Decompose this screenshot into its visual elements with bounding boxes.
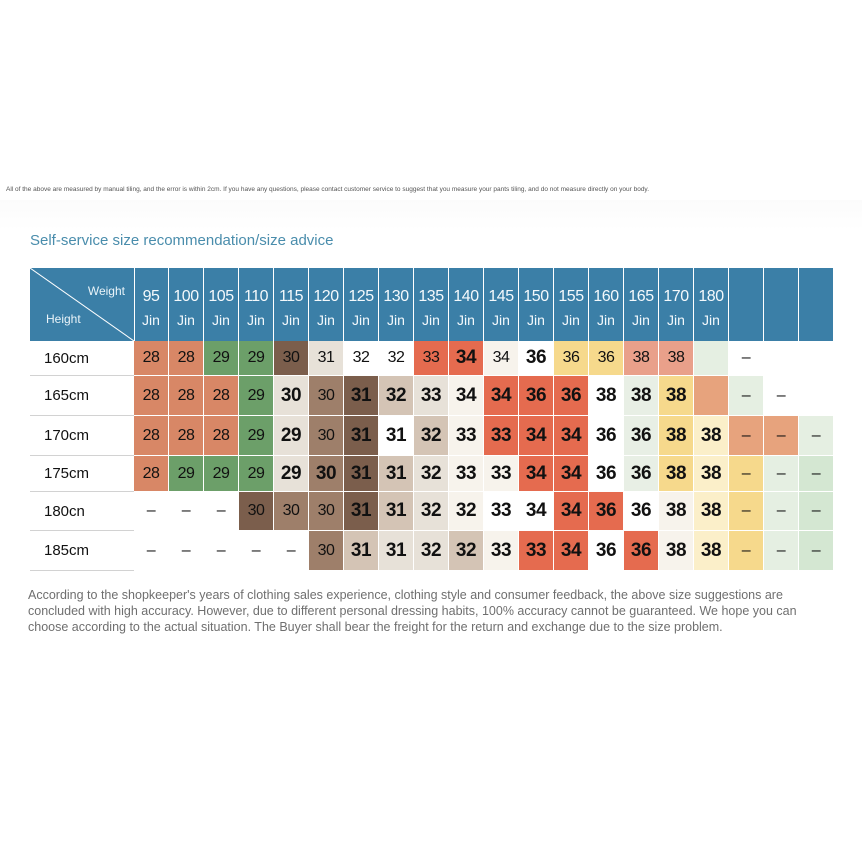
weight-header-7 xyxy=(379,268,414,341)
height-label-5: 185cm xyxy=(30,531,134,571)
size-cell: 32 xyxy=(449,492,484,531)
weight-header-19 xyxy=(799,268,834,341)
size-cell: 36 xyxy=(554,341,589,376)
weight-header-0 xyxy=(134,268,169,341)
size-cell: 34 xyxy=(554,456,589,492)
size-cell: 36 xyxy=(624,416,659,456)
weight-unit: Jin xyxy=(422,312,440,328)
size-cell: 31 xyxy=(309,341,344,376)
corner-cell xyxy=(30,268,135,341)
size-cell: 32 xyxy=(414,456,449,492)
size-cell: 28 xyxy=(169,376,204,416)
size-cell: 30 xyxy=(274,341,309,376)
size-cell: 32 xyxy=(414,416,449,456)
weight-header-4 xyxy=(274,268,309,341)
size-cell: 38 xyxy=(659,341,694,376)
weight-value: 160 xyxy=(593,288,619,305)
size-cell: 36 xyxy=(624,531,659,571)
size-cell: – xyxy=(729,531,764,571)
weight-unit: Jin xyxy=(247,312,265,328)
size-cell: 28 xyxy=(204,376,239,416)
size-cell: 36 xyxy=(624,456,659,492)
size-cell: 28 xyxy=(134,376,169,416)
size-cell: 31 xyxy=(344,456,379,492)
weight-value: 140 xyxy=(453,288,479,305)
weight-unit: Jin xyxy=(562,312,580,328)
size-cell: 34 xyxy=(554,531,589,571)
size-cell: 34 xyxy=(484,376,519,416)
size-cell: 28 xyxy=(204,416,239,456)
size-cell: – xyxy=(799,531,834,571)
weight-unit: Jin xyxy=(387,312,405,328)
weight-unit: Jin xyxy=(457,312,475,328)
size-cell: 32 xyxy=(414,492,449,531)
weight-unit: Jin xyxy=(492,312,510,328)
size-cell: 29 xyxy=(239,456,274,492)
size-cell: 31 xyxy=(379,456,414,492)
weight-header-11 xyxy=(519,268,554,341)
size-cell: 36 xyxy=(554,376,589,416)
size-cell: – xyxy=(799,492,834,531)
weight-value: 130 xyxy=(383,288,409,305)
weight-unit: Jin xyxy=(142,312,160,328)
height-label-2: 170cm xyxy=(30,416,134,456)
size-cell: 34 xyxy=(554,416,589,456)
size-cell: 36 xyxy=(589,492,624,531)
size-cell: 33 xyxy=(414,341,449,376)
size-cell: – xyxy=(764,492,799,531)
size-cell xyxy=(764,341,799,376)
size-cell: – xyxy=(204,492,239,531)
size-cell: – xyxy=(799,456,834,492)
size-cell: 34 xyxy=(449,376,484,416)
size-cell: 28 xyxy=(134,456,169,492)
size-cell: 38 xyxy=(659,416,694,456)
weight-unit: Jin xyxy=(177,312,195,328)
weight-header-13 xyxy=(589,268,624,341)
size-cell: 38 xyxy=(694,416,729,456)
size-cell: 38 xyxy=(659,456,694,492)
height-label-0: 160cm xyxy=(30,341,134,376)
size-cell: – xyxy=(764,456,799,492)
size-cell: 29 xyxy=(239,376,274,416)
weight-header-2 xyxy=(204,268,239,341)
size-cell: 36 xyxy=(519,341,554,376)
size-cell: 33 xyxy=(449,416,484,456)
size-cell: – xyxy=(169,531,204,571)
size-cell: 33 xyxy=(449,456,484,492)
weight-value: 95 xyxy=(142,288,160,305)
weight-header-1 xyxy=(169,268,204,341)
size-table xyxy=(30,268,834,571)
size-cell: 33 xyxy=(484,492,519,531)
weight-value: 110 xyxy=(243,288,268,305)
weight-unit: Jin xyxy=(317,312,335,328)
weight-header-9 xyxy=(449,268,484,341)
size-cell: 32 xyxy=(449,531,484,571)
size-cell: 38 xyxy=(624,376,659,416)
size-cell: – xyxy=(134,492,169,531)
size-cell: 38 xyxy=(694,492,729,531)
size-cell: 28 xyxy=(134,341,169,376)
page-title: Self-service size recommendation/size advice xyxy=(30,232,334,249)
size-cell: 30 xyxy=(309,492,344,531)
weight-value: 125 xyxy=(348,288,374,305)
size-cell: – xyxy=(729,416,764,456)
size-cell: 31 xyxy=(379,416,414,456)
size-cell: 30 xyxy=(274,492,309,531)
weight-value: 100 xyxy=(173,288,199,305)
weight-value: 115 xyxy=(278,288,303,305)
size-cell: – xyxy=(764,531,799,571)
size-cell: 38 xyxy=(624,341,659,376)
size-cell: – xyxy=(204,531,239,571)
size-cell: 32 xyxy=(414,531,449,571)
size-cell: 32 xyxy=(379,376,414,416)
size-cell: 32 xyxy=(344,341,379,376)
weight-header-17 xyxy=(729,268,764,341)
size-cell: – xyxy=(729,492,764,531)
weight-header-14 xyxy=(624,268,659,341)
weight-header-15 xyxy=(659,268,694,341)
weight-value: 150 xyxy=(523,288,549,305)
size-cell: 38 xyxy=(589,376,624,416)
size-cell: 29 xyxy=(274,456,309,492)
size-cell xyxy=(694,341,729,376)
size-cell: 29 xyxy=(239,416,274,456)
disclaimer-text: According to the shopkeeper's years of clothing sales experience, clothing style and consumer feedback, the above size suggestions are concluded with high accuracy. However, due to different personal dressing habits, 100% accuracy cannot be guaranteed. We hope you can choose according to the actual situation. The Buyer shall bear the freight for the return and exchange due to the size problem. xyxy=(28,588,797,634)
size-cell: – xyxy=(239,531,274,571)
weight-value: 170 xyxy=(663,288,689,305)
size-cell: – xyxy=(764,416,799,456)
size-cell: 28 xyxy=(169,341,204,376)
diagonal-divider xyxy=(30,268,134,341)
weight-value: 180 xyxy=(698,288,724,305)
size-cell: 31 xyxy=(344,492,379,531)
size-cell: 38 xyxy=(694,456,729,492)
size-cell: 30 xyxy=(309,416,344,456)
weight-header-10 xyxy=(484,268,519,341)
weight-unit: Jin xyxy=(352,312,370,328)
weight-header-8 xyxy=(414,268,449,341)
size-cell: – xyxy=(764,376,799,416)
size-cell xyxy=(799,341,834,376)
size-cell: 38 xyxy=(659,531,694,571)
weight-unit: Jin xyxy=(212,312,230,328)
weight-axis-label: Weight xyxy=(87,284,125,298)
height-label-1: 165cm xyxy=(30,376,134,416)
size-cell: 33 xyxy=(519,531,554,571)
size-cell: 30 xyxy=(309,456,344,492)
size-cell xyxy=(799,376,834,416)
weight-header-6 xyxy=(344,268,379,341)
weight-unit: Jin xyxy=(597,312,615,328)
size-cell: 29 xyxy=(169,456,204,492)
weight-value: 165 xyxy=(628,288,654,305)
size-cell: – xyxy=(729,376,764,416)
weight-unit: Jin xyxy=(702,312,720,328)
weight-unit: Jin xyxy=(282,312,300,328)
size-cell: 31 xyxy=(344,416,379,456)
size-cell: 29 xyxy=(204,456,239,492)
size-cell: 29 xyxy=(204,341,239,376)
size-cell: – xyxy=(729,341,764,376)
weight-value: 120 xyxy=(313,288,339,305)
measurement-note: All of the above are measured by manual tiling, and the error is within 2cm. If you have any questions, please contact customer service to suggest that you measure your pants tiling, and do not measure directly on your body. xyxy=(6,186,650,193)
size-cell: – xyxy=(134,531,169,571)
size-cell: 33 xyxy=(484,531,519,571)
size-cell: 38 xyxy=(694,531,729,571)
size-cell: 34 xyxy=(554,492,589,531)
height-label-4: 180cn xyxy=(30,492,134,531)
height-label-3: 175cm xyxy=(30,456,134,492)
size-cell: 28 xyxy=(169,416,204,456)
size-cell: 33 xyxy=(484,416,519,456)
size-cell: 33 xyxy=(414,376,449,416)
size-cell: 30 xyxy=(239,492,274,531)
size-cell: – xyxy=(799,416,834,456)
weight-unit: Jin xyxy=(527,312,545,328)
size-cell: 31 xyxy=(344,376,379,416)
size-cell: 32 xyxy=(379,341,414,376)
size-cell: – xyxy=(169,492,204,531)
size-cell: 38 xyxy=(659,492,694,531)
size-cell xyxy=(694,376,729,416)
size-cell: 36 xyxy=(589,416,624,456)
size-cell: 31 xyxy=(379,492,414,531)
size-cell: 34 xyxy=(519,416,554,456)
weight-unit: Jin xyxy=(632,312,650,328)
size-cell: 31 xyxy=(344,531,379,571)
weight-value: 155 xyxy=(558,288,584,305)
weight-value: 105 xyxy=(208,288,234,305)
size-cell: 29 xyxy=(239,341,274,376)
size-cell: – xyxy=(729,456,764,492)
size-cell: 34 xyxy=(519,456,554,492)
size-cell: 33 xyxy=(484,456,519,492)
weight-unit: Jin xyxy=(667,312,685,328)
weight-value: 135 xyxy=(418,288,444,305)
size-cell: 38 xyxy=(659,376,694,416)
size-cell: 36 xyxy=(519,376,554,416)
size-cell: 34 xyxy=(449,341,484,376)
size-cell: 30 xyxy=(309,376,344,416)
size-cell: 34 xyxy=(484,341,519,376)
size-cell: 36 xyxy=(624,492,659,531)
size-cell: 31 xyxy=(379,531,414,571)
size-cell: 30 xyxy=(309,531,344,571)
size-cell: 29 xyxy=(274,416,309,456)
size-cell: 36 xyxy=(589,341,624,376)
size-cell: 36 xyxy=(589,531,624,571)
height-axis-label: Height xyxy=(46,312,81,326)
weight-value: 145 xyxy=(488,288,514,305)
size-cell: 36 xyxy=(589,456,624,492)
size-cell: 34 xyxy=(519,492,554,531)
size-cell: – xyxy=(274,531,309,571)
weight-header-16 xyxy=(694,268,729,341)
size-cell: 28 xyxy=(134,416,169,456)
size-cell: 30 xyxy=(274,376,309,416)
weight-header-18 xyxy=(764,268,799,341)
weight-header-3 xyxy=(239,268,274,341)
weight-header-5 xyxy=(309,268,344,341)
weight-header-12 xyxy=(554,268,589,341)
